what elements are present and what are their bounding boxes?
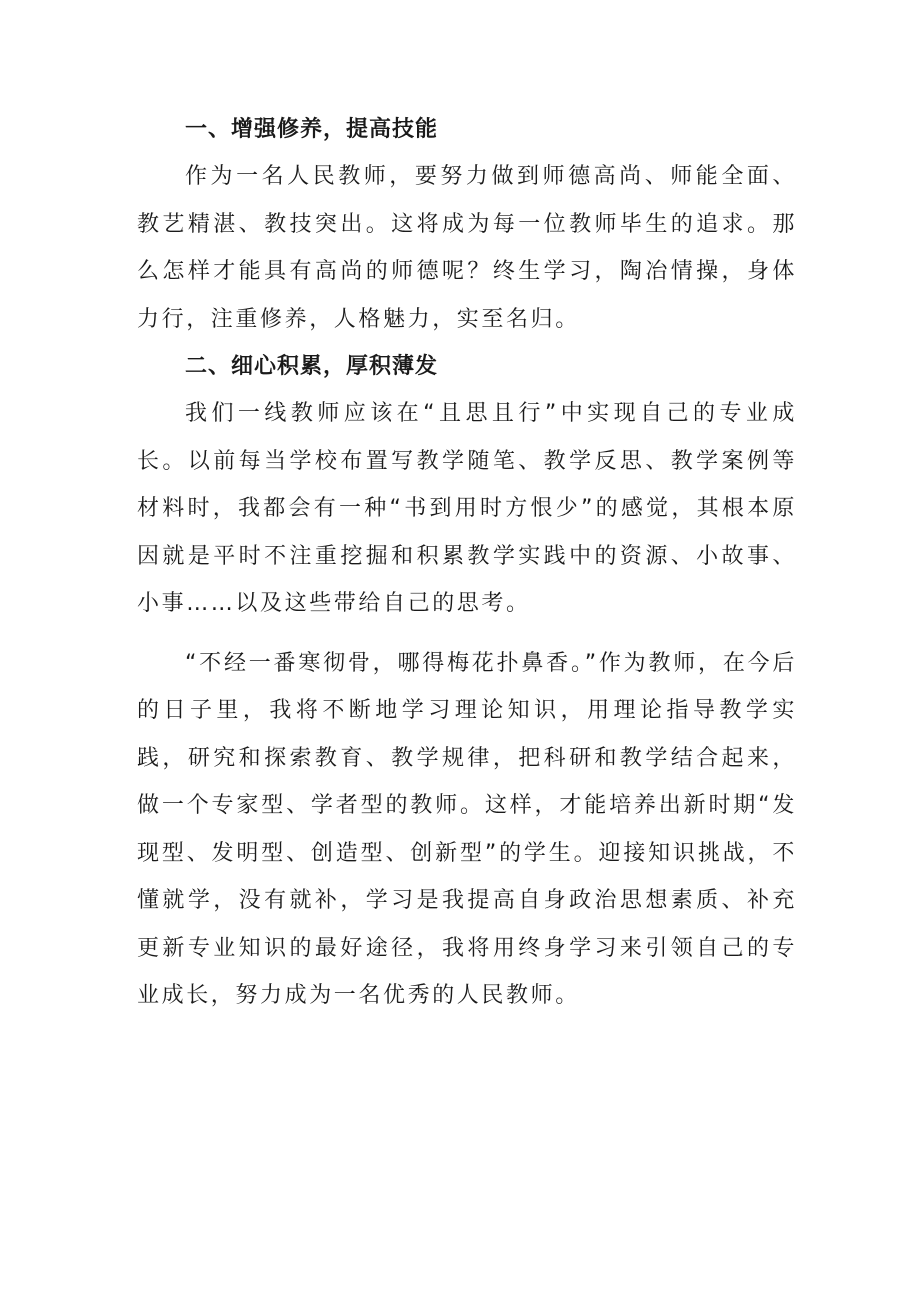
section-heading-2: 二、细心积累，厚积薄发 [185,354,439,379]
paragraph-spacer [137,628,797,640]
section-2-paragraph-2: “不经一番寒彻骨，哪得梅花扑鼻香。”作为教师，在今后的日子里，我将不断地学习理论知识，用理论指导教学实践，研究和探索教育、教学规律，把科研和教学结合起来，做一个专家型、学者型的教师。这样，才能培养出新时期“发现型、发明型、创造型、创新型”的学生。迎接知识挑战，不懂就学，没有就补，学习是我提高自身政治思想素质、补充更新专业知识的最好途径，我将用终身学习来引领自己的专业成长，努力成为一名优秀的人民教师。 [137,650,797,1008]
section-2-paragraph-1: 我们一线教师应该在“且思且行”中实现自己的专业成长。以前每当学校布置写教学随笔、教学反思、教学案例等材料时，我都会有一种“书到用时方恨少”的感觉，其根本原因就是平时不注重挖掘和积累教学实践中的资源、小故事、小事……以及这些带给自己的思考。 [137,401,797,616]
section-1-paragraph-1: 作为一名人民教师，要努力做到师德高尚、师能全面、教艺精湛、教技突出。这将成为每一位教师毕生的追求。那么怎样才能具有高尚的师德呢？终生学习，陶冶情操，身体力行，注重修养，人格魅力，实至名归。 [137,164,797,332]
section-heading-1: 一、增强修养，提高技能 [185,117,439,142]
document-body [137,106,797,1020]
